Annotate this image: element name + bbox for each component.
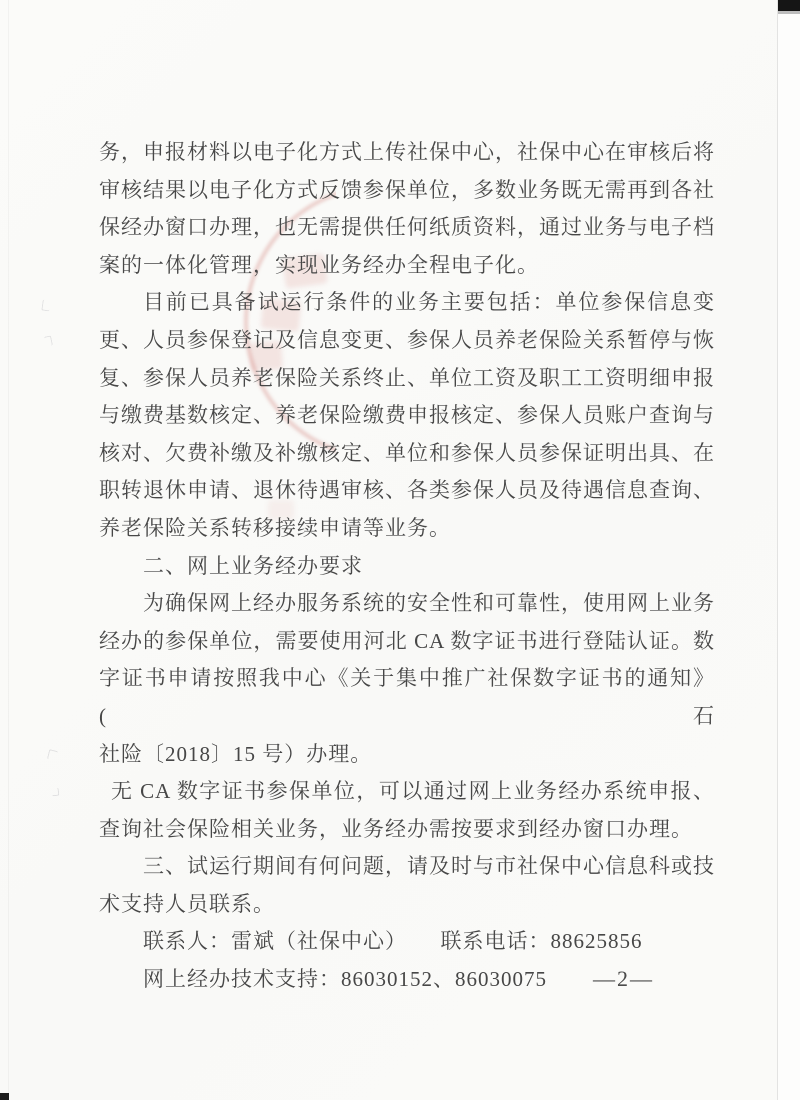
page-number: —2—: [593, 966, 654, 991]
text-line: 更、人员参保登记及信息变更、参保人员养老保险关系暂停与恢: [99, 327, 715, 352]
text-line: 查询社会保险相关业务，业务经办需按要求到经办窗口办理。: [99, 816, 693, 841]
text-line: 术支持人员联系。: [99, 891, 275, 916]
margin-pencil-mark: [44, 335, 53, 346]
text-line: 复、参保人员养老保险关系终止、单位工资及职工工资明细申报: [99, 365, 715, 390]
text-line: 为确保网上经办服务系统的安全性和可靠性，使用网上业务: [143, 591, 715, 616]
text-line: 目前已具备试运行条件的业务主要包括：单位参保信息变: [143, 290, 715, 315]
text-line: 无 CA 数字证书参保单位，可以通过网上业务经办系统申报、: [111, 779, 715, 804]
text-line: 审核结果以电子化方式反馈参保单位，多数业务既无需再到各社: [99, 177, 715, 202]
scan-edge-left: [8, 0, 9, 1100]
text-line: 务，申报材料以电子化方式上传社保中心，社保中心在审核后将: [99, 140, 715, 164]
text-line: 社险〔2018〕15 号）办理。: [99, 741, 373, 766]
text-line: 经办的参保单位，需要使用河北 CA 数字证书进行登陆认证。数: [99, 628, 715, 653]
scan-corner-mark: [778, 0, 800, 11]
section-heading: 三、试运行期间有何问题，请及时与市社保中心信息科或技: [143, 854, 715, 879]
scan-corner-shadow: [778, 11, 800, 14]
section-heading: 二、网上业务经办要求: [143, 553, 363, 578]
document-body: [99, 134, 715, 999]
contact-line: 网上经办技术支持：86030152、86030075: [143, 967, 547, 992]
margin-pencil-mark: [41, 299, 50, 311]
text-line: 养老保险关系转移接续申请等业务。: [99, 515, 451, 540]
scan-edge-right: [777, 0, 800, 1100]
contact-line: 联系人：雷斌（社保中心） 联系电话：88625856: [143, 929, 643, 954]
margin-pencil-mark: [52, 788, 60, 797]
text-line: 核对、欠费补缴及补缴核定、单位和参保人员参保证明出具、在: [99, 440, 715, 465]
text-line: 字证书申请按照我中心《关于集中推广社保数字证书的通知》(石: [99, 666, 715, 728]
text-line: 与缴费基数核定、养老保险缴费申报核定、参保人员账户查询与: [99, 403, 715, 428]
text-line: 案的一体化管理，实现业务经办全程电子化。: [99, 252, 539, 277]
margin-pencil-mark: [47, 749, 58, 761]
text-line: 职转退休申请、退休待遇审核、各类参保人员及待遇信息查询、: [99, 478, 715, 503]
text-line: 保经办窗口办理，也无需提供任何纸质资料，通过业务与电子档: [99, 215, 715, 240]
